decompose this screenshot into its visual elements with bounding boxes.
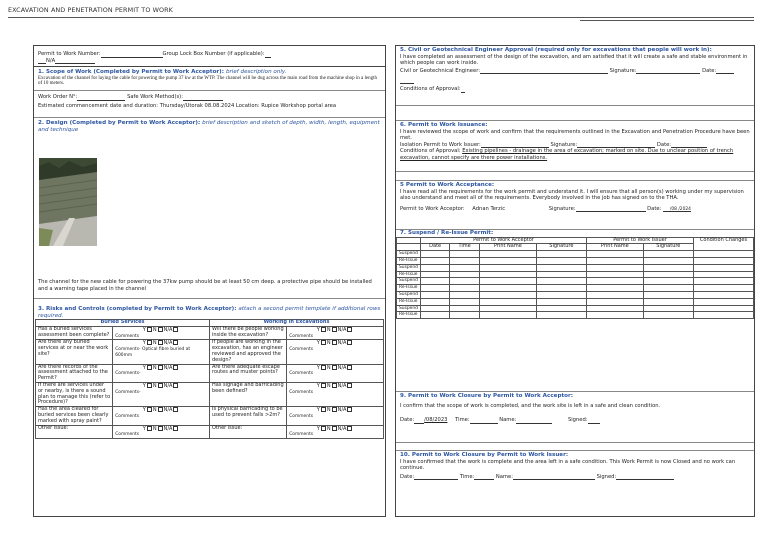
suspend-cell[interactable]	[643, 298, 693, 305]
risks-table	[35, 319, 384, 439]
suspend-row	[397, 312, 754, 319]
suspend-cell[interactable]	[421, 285, 450, 292]
issuer-closure-time-field[interactable]	[474, 475, 494, 480]
section-5-engineer: 5. Civil or Geotechnical Engineer Approval (required only for excavations that people will work in): I have completed an assessment of the design of the excavation, and am satisfied that it will create a safe and stable environment in which people can work inside. Civil or Geotechnical Engineer: Signature: Date: Conditions of Approval:	[396, 46, 754, 106]
checkbox[interactable]	[173, 327, 178, 332]
section-2-title: 2. Design (Completed by Permit to Work Acceptor):	[38, 120, 201, 126]
suspend-cell[interactable]	[586, 257, 643, 264]
suspend-cell[interactable]	[643, 291, 693, 298]
checkbox[interactable]	[321, 340, 326, 345]
checkbox[interactable]	[347, 383, 352, 388]
title-rule-right	[580, 20, 754, 21]
suspend-row-label: Re-Issue	[397, 298, 421, 305]
checkbox[interactable]	[332, 340, 337, 345]
section-2: 2. Design (Completed by Permit to Work Acceptor): brief description and sketch of depth, width, length, equipment and technique	[34, 119, 385, 299]
suspend-cell[interactable]	[421, 298, 450, 305]
working-answer: Y N N/A Comments	[287, 407, 384, 425]
suspend-cell[interactable]	[586, 291, 643, 298]
suspend-row-label: Re-Issue	[397, 257, 421, 264]
acceptor-head: Permit to Work Acceptor	[421, 237, 587, 244]
comments: Comments	[289, 371, 314, 377]
comments: Comments	[289, 413, 314, 419]
acceptor-name: Adnan Terzic	[472, 205, 506, 212]
section-6-issuance: 6. Permit to Work Issuance: I have reviewed the scope of work and confirm that the requirements outlined in the Excavation and Penetration Procedure have been met. Isolation Permit to Work Issuer: Signature: Date: Conditions of Approval: Existing pipelines - drainage in the area of excavation; marked on site. Due to unclear position of trench excavation, cannot specify are there power installations.	[396, 120, 754, 172]
checkbox[interactable]	[147, 383, 152, 388]
checkbox[interactable]	[321, 365, 326, 370]
suspend-row	[397, 271, 754, 278]
working-question: If people are working in the excavation, has an engineer reviewed and approved the design?	[210, 340, 287, 364]
suspend-cell[interactable]	[694, 305, 754, 312]
suspend-cell[interactable]	[421, 257, 450, 264]
buried-answer: Y N N/A Comments-	[113, 382, 210, 406]
suspend-cell[interactable]	[586, 285, 643, 292]
suspend-cell[interactable]	[536, 271, 586, 278]
suspend-row-label: Re-Issue	[397, 285, 421, 292]
buried-question: Has a buried services assessment been complete?	[36, 326, 113, 340]
safe-method-field[interactable]	[183, 96, 223, 101]
suspend-cell[interactable]	[643, 271, 693, 278]
right-column	[395, 45, 755, 517]
suspend-cell[interactable]	[480, 264, 537, 271]
checkbox[interactable]	[347, 407, 352, 412]
working-question: Will there be people working inside the excavation?	[210, 326, 287, 340]
suspend-cell[interactable]	[480, 291, 537, 298]
suspend-subhead: Signature	[536, 244, 586, 251]
buried-answer: Y N N/A Comments-	[113, 364, 210, 382]
section-9-closure: 9. Permit to Work Closure by Permit to Work Acceptor: I confirm that the scope of work is completed, and the work site is left in a safe and clean condition. Date: /08/2023 Time: Name: Signed:	[396, 391, 754, 443]
suspend-cell[interactable]	[450, 257, 480, 264]
checkbox[interactable]	[347, 327, 352, 332]
section-5-acceptance: 5 Permit to Work Acceptance: I have read all the requirements for the work permit and understand it. I will ensure that all person(s) working under my supervision also understand and meet all of the requirements. Everybody involved in the job has signed on to the THA. Permit to Work Acceptor: Adnan Terzic Signature: Date: /08 /2024	[396, 180, 754, 230]
suspend-cell[interactable]	[480, 271, 537, 278]
checkbox[interactable]	[347, 340, 352, 345]
checkbox[interactable]	[158, 327, 163, 332]
section-3-title: 3. Risks and Controls (completed by Permit to Work Acceptor):	[38, 306, 237, 312]
suspend-cell[interactable]	[586, 278, 643, 285]
suspend-row-label: Re-Issue	[397, 271, 421, 278]
checkbox[interactable]	[173, 340, 178, 345]
suspend-cell[interactable]	[586, 298, 643, 305]
checkbox[interactable]	[332, 365, 337, 370]
suspend-row-label: Suspend	[397, 264, 421, 271]
working-question: Is physical barricading to be used to prevent falls >2m?	[210, 407, 287, 425]
comments: Comments	[115, 432, 140, 438]
site-photo	[39, 158, 97, 246]
left-column	[33, 45, 386, 517]
suspend-cell[interactable]	[694, 285, 754, 292]
design-caption-wrap	[34, 278, 385, 298]
suspend-cell[interactable]	[450, 271, 480, 278]
comments: Comments-	[115, 371, 141, 377]
suspend-cell[interactable]	[586, 264, 643, 271]
suspend-row	[397, 264, 754, 271]
checkbox[interactable]	[173, 407, 178, 412]
suspend-cell[interactable]	[694, 312, 754, 319]
suspend-row-label: Suspend	[397, 291, 421, 298]
checkbox[interactable]	[158, 407, 163, 412]
suspend-cell[interactable]	[536, 257, 586, 264]
suspend-cell[interactable]	[536, 251, 586, 258]
checkbox[interactable]	[158, 426, 163, 431]
checkbox[interactable]	[158, 340, 163, 345]
suspend-cell[interactable]	[536, 305, 586, 312]
suspend-cell[interactable]	[536, 312, 586, 319]
checkbox[interactable]	[158, 365, 163, 370]
suspend-cell[interactable]	[536, 291, 586, 298]
suspend-subhead: Date	[421, 244, 450, 251]
engineer-name-field[interactable]	[480, 69, 608, 74]
suspend-row	[397, 291, 754, 298]
closure-date: /08/2023	[424, 417, 448, 424]
suspend-cell[interactable]	[694, 257, 754, 264]
suspend-cell[interactable]	[536, 278, 586, 285]
buried-question: Are there records of the assessment attached to the Permit?	[36, 364, 113, 382]
checkbox[interactable]	[332, 327, 337, 332]
suspend-cell[interactable]	[586, 271, 643, 278]
issuance-conditions: Existing pipelines - drainage in the area of excavation; marked on site. Due to unclear position of trench excavation, cannot specify are there power installations.	[400, 148, 734, 161]
suspend-subhead: Time	[450, 244, 480, 251]
suspend-cell[interactable]	[450, 251, 480, 258]
suspend-cell[interactable]	[643, 264, 693, 271]
suspend-cell[interactable]	[480, 251, 537, 258]
checkbox[interactable]	[147, 407, 152, 412]
closure-name-field[interactable]	[516, 419, 552, 424]
comments: Comments	[115, 333, 140, 339]
section-1: 1. Scope of Work (Completed by Permit to Work Acceptor): brief description only. Excavation of the channel for laying the cable for powering the pump 37 kw at the WTP. The channel will be dug across the main road from the machine shop in a length of 10 meters.	[34, 68, 385, 91]
suspend-subhead: Signature	[643, 244, 693, 251]
suspend-cell[interactable]	[421, 264, 450, 271]
working-question: Other issue:	[210, 425, 287, 439]
checkbox[interactable]	[332, 383, 337, 388]
comments: Comments	[115, 413, 140, 419]
checkbox[interactable]	[147, 426, 152, 431]
section-7-suspend	[396, 230, 754, 319]
permit-na: N/A	[46, 57, 56, 64]
suspend-cell[interactable]	[450, 312, 480, 319]
working-answer: Y N N/A Comments	[287, 340, 384, 364]
working-question: Has signage and barricading been defined?	[210, 382, 287, 406]
section-10-closure: 10. Permit to Work Closure by Permit to Work Issuer: I have confirmed that the work is complete and the area left in a safe condition. This Work Permit is now Closed and no work can continue. Date: Time: Name: Signed:	[396, 450, 754, 486]
suspend-row	[397, 278, 754, 285]
suspend-cell[interactable]	[586, 305, 643, 312]
buried-answer: Y N N/A Comments	[113, 407, 210, 425]
suspend-row	[397, 257, 754, 264]
checkbox[interactable]	[321, 426, 326, 431]
suspend-cell[interactable]	[586, 251, 643, 258]
comments: Comments	[289, 347, 314, 353]
checkbox[interactable]	[173, 426, 178, 431]
suspend-cell[interactable]	[694, 271, 754, 278]
checkbox[interactable]	[173, 383, 178, 388]
checkbox[interactable]	[347, 426, 352, 431]
comments: Comments- Optical fibre buried at 600mm	[115, 347, 191, 358]
suspend-cell[interactable]	[480, 278, 537, 285]
suspend-row-label: Suspend	[397, 251, 421, 258]
buried-services-header: Buried Services	[36, 320, 210, 327]
design-caption: The channel for the new cable for powering the 37kw pump should be at least 50 cm deep. a protective pipe should be installed and a warning tape placed in the channel	[38, 279, 372, 292]
closure-signed-field[interactable]	[588, 419, 600, 424]
checkbox[interactable]	[147, 340, 152, 345]
suspend-row	[397, 285, 754, 292]
checkbox[interactable]	[147, 365, 152, 370]
suspend-cell[interactable]	[536, 264, 586, 271]
suspend-cell[interactable]	[480, 257, 537, 264]
suspend-cell[interactable]	[421, 278, 450, 285]
section-10-title: 10. Permit to Work Closure by Permit to Work Issuer:	[400, 452, 569, 458]
suspend-cell[interactable]	[694, 264, 754, 271]
title-rule	[8, 17, 754, 18]
work-order-line: Work Order N°: Safe Work Method(s):	[34, 92, 385, 101]
suspend-cell[interactable]	[694, 298, 754, 305]
suspend-cell[interactable]	[421, 251, 450, 258]
comments: Comments	[289, 333, 314, 339]
suspend-cell[interactable]	[643, 285, 693, 292]
section-9-title: 9. Permit to Work Closure by Permit to Work Acceptor:	[400, 393, 573, 399]
suspend-cell[interactable]	[480, 312, 537, 319]
risk-row	[36, 382, 384, 406]
suspend-cell[interactable]	[450, 305, 480, 312]
suspend-cell[interactable]	[421, 305, 450, 312]
buried-answer: Y N N/A Comments	[113, 326, 210, 340]
suspend-cell[interactable]	[450, 264, 480, 271]
suspend-cell[interactable]	[480, 298, 537, 305]
suspend-cell[interactable]	[421, 271, 450, 278]
suspend-cell[interactable]	[536, 298, 586, 305]
suspend-row-label: Re-Issue	[397, 312, 421, 319]
section-1-title: 1. Scope of Work (Completed by Permit to Work Acceptor):	[38, 69, 224, 75]
working-answer: Y N N/A Comments	[287, 382, 384, 406]
risk-row	[36, 326, 384, 340]
suspend-cell[interactable]	[480, 305, 537, 312]
suspend-cell[interactable]	[694, 291, 754, 298]
buried-question: If there are services under or nearby, is there a sound plan to manage this (refer to Procedure)?	[36, 382, 113, 406]
suspend-cell[interactable]	[421, 312, 450, 319]
issuer-closure-name-field[interactable]	[513, 475, 595, 480]
acceptor-signature-field[interactable]	[576, 207, 646, 212]
section-7-title: 7. Suspend / Re-Issue Permit:	[400, 230, 494, 236]
suspend-row-label: Suspend	[397, 305, 421, 312]
suspend-cell[interactable]	[643, 251, 693, 258]
checkbox[interactable]	[173, 365, 178, 370]
buried-question: Are there any buried services at or near the work site?	[36, 340, 113, 364]
section-3-heading: 3. Risks and Controls (completed by Permit to Work Acceptor): attach a second permit template if additional rows required.	[38, 306, 381, 319]
suspend-row	[397, 251, 754, 258]
closure-time-field[interactable]	[470, 419, 498, 424]
document-title: EXCAVATION AND PENETRATION PERMIT TO WORK	[8, 6, 173, 14]
suspend-row	[397, 305, 754, 312]
checkbox[interactable]	[321, 383, 326, 388]
checkbox[interactable]	[332, 407, 337, 412]
working-question: Are there adequate escape routes and muster points?	[210, 364, 287, 382]
suspend-subhead: Print Name	[480, 244, 537, 251]
suspend-cell[interactable]	[643, 257, 693, 264]
risk-row	[36, 364, 384, 382]
suspend-cell[interactable]	[421, 291, 450, 298]
suspend-cell[interactable]	[643, 312, 693, 319]
suspend-row-label: Suspend	[397, 278, 421, 285]
checkbox[interactable]	[332, 426, 337, 431]
permit-number-line: Permit to Work Number: Group Lock Box Number (if applicable): N/A	[34, 50, 385, 67]
buried-question: Other issue:	[36, 425, 113, 439]
suspend-subhead: Print Name	[586, 244, 643, 251]
acceptance-title: 5 Permit to Work Acceptance:	[400, 182, 495, 188]
suspend-cell[interactable]	[643, 305, 693, 312]
suspend-cell[interactable]	[586, 312, 643, 319]
comments: Comments	[289, 389, 314, 395]
comments: Comments-	[115, 389, 141, 395]
commencement-line: Estimated commencement date and duration: Thursday/Utorak 08.08.2024 Location: Rupice Workshop portal area	[34, 102, 385, 118]
comments: Comments	[289, 432, 314, 438]
permit-number-field[interactable]	[101, 53, 163, 58]
working-answer: Y N N/A Comments	[287, 364, 384, 382]
checkbox[interactable]	[158, 383, 163, 388]
issuer-head: Permit to Work Issuer	[586, 237, 693, 244]
risk-row	[36, 407, 384, 425]
suspend-cell[interactable]	[450, 298, 480, 305]
section-6-title: 6. Permit to Work Issuance:	[400, 122, 488, 128]
suspend-cell[interactable]	[694, 251, 754, 258]
working-answer: Y N N/A Comments	[287, 425, 384, 439]
acceptor-date: /08 /2024	[663, 207, 691, 212]
suspend-cell[interactable]	[450, 291, 480, 298]
risk-row	[36, 340, 384, 364]
suspend-cell[interactable]	[450, 285, 480, 292]
engineer-date-field[interactable]	[716, 69, 734, 74]
engineer-signature-field[interactable]	[636, 69, 700, 74]
checkbox[interactable]	[347, 365, 352, 370]
buried-answer: Y N N/A Comments	[113, 425, 210, 439]
working-answer: Y N N/A Comments	[287, 326, 384, 340]
suspend-cell[interactable]	[643, 278, 693, 285]
issuer-closure-signed-field[interactable]	[616, 475, 674, 480]
buried-question: Has the area cleared for buried services been clearly marked with spray paint?	[36, 407, 113, 425]
suspend-cell[interactable]	[694, 278, 754, 285]
checkbox[interactable]	[321, 327, 326, 332]
working-excavations-header: Working in Excavations	[210, 320, 384, 327]
section-5-title: 5. Civil or Geotechnical Engineer Approval (required only for excavations that people will work in):	[400, 47, 712, 53]
suspend-cell[interactable]	[536, 285, 586, 292]
condition-changes-head: Condition Changes	[694, 237, 754, 251]
suspend-row	[397, 298, 754, 305]
checkbox[interactable]	[321, 407, 326, 412]
issuer-closure-date-field[interactable]	[414, 475, 458, 480]
suspend-cell[interactable]	[450, 278, 480, 285]
checkbox[interactable]	[147, 327, 152, 332]
risk-row	[36, 425, 384, 439]
scope-description: Excavation of the channel for laying the cable for powering the pump 37 kw at the WTP. The channel will be dug across the main road from the machine shop in a length of 10 meters.	[38, 75, 378, 87]
buried-answer: Y N N/A Comments- Optical fibre buried at 600mm	[113, 340, 210, 364]
suspend-cell[interactable]	[480, 285, 537, 292]
work-order-field[interactable]	[77, 96, 125, 101]
